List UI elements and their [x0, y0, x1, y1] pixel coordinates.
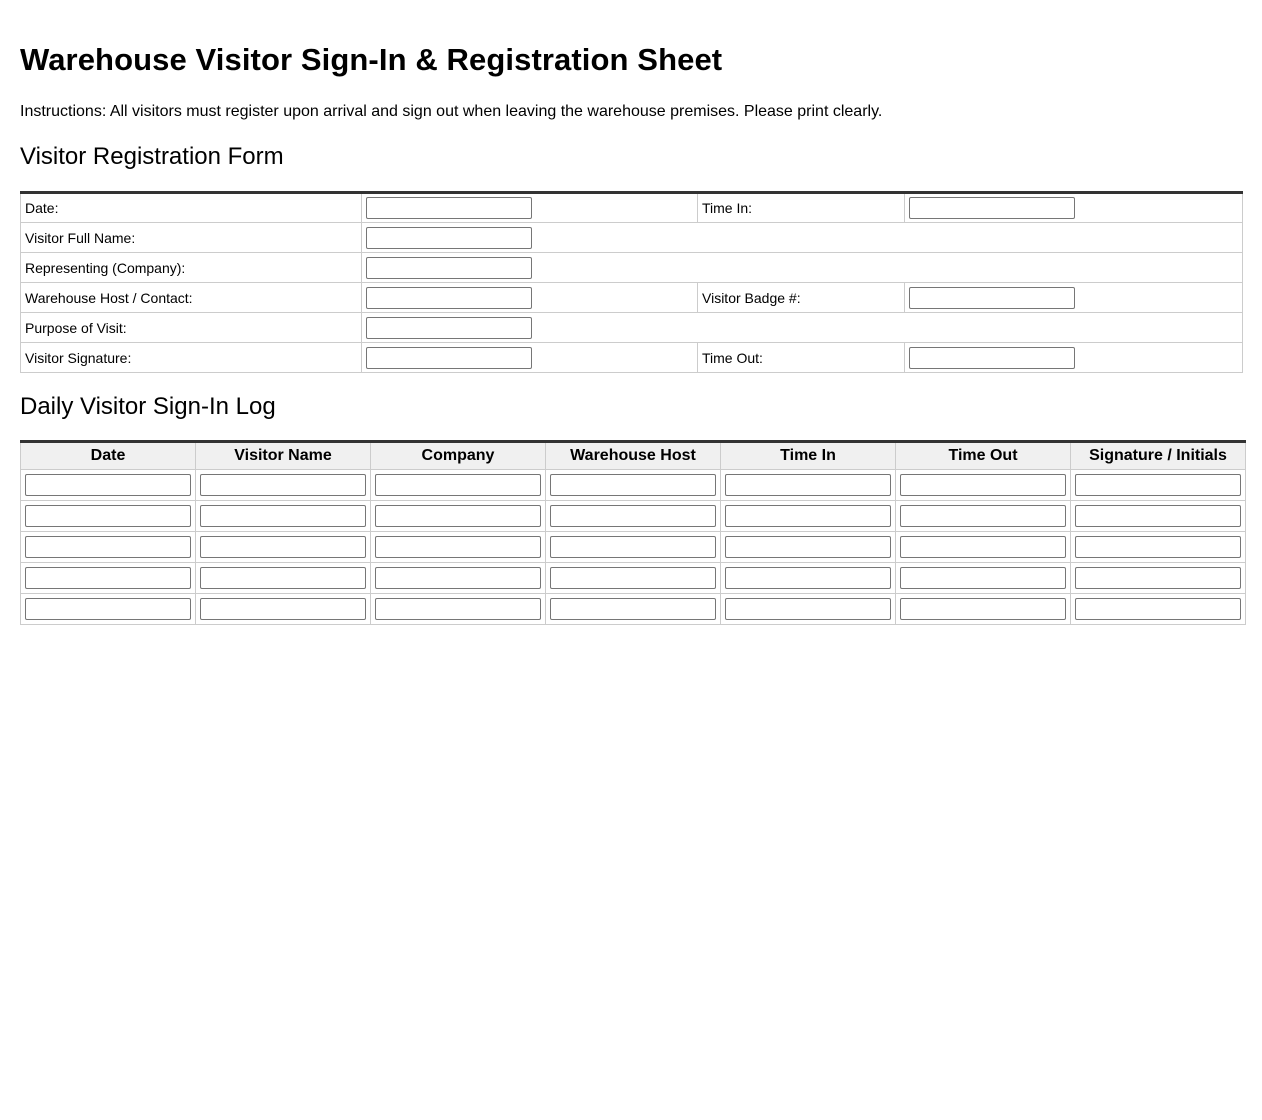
log-visitor-name-input[interactable]: [200, 567, 366, 589]
host-contact-label: Warehouse Host / Contact:: [21, 283, 362, 313]
host-contact-field[interactable]: [366, 287, 532, 309]
page-title: Warehouse Visitor Sign-In & Registration Sheet: [20, 42, 723, 77]
form-row-company: [21, 253, 1243, 283]
log-date-input[interactable]: [25, 505, 191, 527]
log-cell: [21, 532, 196, 563]
log-cell: [196, 563, 371, 594]
log-date-input[interactable]: [25, 567, 191, 589]
log-cell: [1071, 501, 1246, 532]
log-cell: [371, 563, 546, 594]
visitor-full-name-field[interactable]: [366, 227, 532, 249]
log-cell: [371, 470, 546, 501]
log-cell: [721, 563, 896, 594]
log-cell: [1071, 532, 1246, 563]
column-header-date: Date: [21, 442, 196, 470]
log-cell: [546, 501, 721, 532]
log-time-in-input[interactable]: [725, 536, 891, 558]
log-warehouse-host-input[interactable]: [550, 505, 716, 527]
log-row: [21, 532, 1246, 563]
time-in-field[interactable]: [909, 197, 1075, 219]
log-time-in-input[interactable]: [725, 598, 891, 620]
company-label: Representing (Company):: [21, 253, 362, 283]
log-time-in-input[interactable]: [725, 567, 891, 589]
log-row: [21, 563, 1246, 594]
log-cell: [896, 532, 1071, 563]
log-warehouse-host-input[interactable]: [550, 567, 716, 589]
column-header-signature: Signature / Initials: [1071, 442, 1246, 470]
log-cell: [371, 532, 546, 563]
registration-form-table: [20, 191, 1243, 373]
log-company-input[interactable]: [375, 505, 541, 527]
log-warehouse-host-input[interactable]: [550, 474, 716, 496]
form-row-date: [21, 193, 1243, 223]
log-header-row: [21, 442, 1246, 470]
log-company-input[interactable]: [375, 598, 541, 620]
log-cell: [196, 594, 371, 625]
log-time-in-input[interactable]: [725, 474, 891, 496]
log-cell: [371, 594, 546, 625]
log-warehouse-host-input[interactable]: [550, 536, 716, 558]
signature-label: Visitor Signature:: [21, 343, 362, 373]
log-cell: [721, 501, 896, 532]
log-cell: [896, 563, 1071, 594]
log-time-out-input[interactable]: [900, 567, 1066, 589]
company-field[interactable]: [366, 257, 532, 279]
time-in-label: Time In:: [698, 193, 905, 223]
column-header-warehouse-host: Warehouse Host: [546, 442, 721, 470]
log-cell: [21, 594, 196, 625]
log-date-input[interactable]: [25, 474, 191, 496]
log-signature-input[interactable]: [1075, 505, 1241, 527]
log-cell: [1071, 594, 1246, 625]
column-header-time-in: Time In: [721, 442, 896, 470]
log-row: [21, 501, 1246, 532]
log-date-input[interactable]: [25, 598, 191, 620]
log-time-out-input[interactable]: [900, 598, 1066, 620]
log-signature-input[interactable]: [1075, 567, 1241, 589]
log-time-out-input[interactable]: [900, 536, 1066, 558]
form-row-signature: [21, 343, 1243, 373]
log-cell: [721, 532, 896, 563]
form-row-host: [21, 283, 1243, 313]
time-out-label: Time Out:: [698, 343, 905, 373]
signature-field[interactable]: [366, 347, 532, 369]
sign-in-log-heading: Daily Visitor Sign-In Log: [20, 393, 276, 420]
log-cell: [1071, 470, 1246, 501]
date-label: Date:: [21, 193, 362, 223]
registration-form-heading: Visitor Registration Form: [20, 143, 284, 170]
log-cell: [721, 470, 896, 501]
log-cell: [546, 532, 721, 563]
log-cell: [1071, 563, 1246, 594]
log-time-out-input[interactable]: [900, 505, 1066, 527]
log-cell: [896, 594, 1071, 625]
column-header-visitor-name: Visitor Name: [196, 442, 371, 470]
visitor-full-name-label: Visitor Full Name:: [21, 223, 362, 253]
log-visitor-name-input[interactable]: [200, 536, 366, 558]
purpose-field[interactable]: [366, 317, 532, 339]
column-header-company: Company: [371, 442, 546, 470]
log-cell: [721, 594, 896, 625]
log-warehouse-host-input[interactable]: [550, 598, 716, 620]
form-row-purpose: [21, 313, 1243, 343]
log-body: [21, 470, 1246, 625]
log-time-in-input[interactable]: [725, 505, 891, 527]
log-cell: [896, 470, 1071, 501]
log-row: [21, 470, 1246, 501]
log-time-out-input[interactable]: [900, 474, 1066, 496]
log-signature-input[interactable]: [1075, 598, 1241, 620]
log-company-input[interactable]: [375, 474, 541, 496]
log-cell: [546, 563, 721, 594]
column-header-time-out: Time Out: [896, 442, 1071, 470]
log-cell: [196, 532, 371, 563]
log-cell: [546, 594, 721, 625]
log-date-input[interactable]: [25, 536, 191, 558]
badge-number-field[interactable]: [909, 287, 1075, 309]
log-cell: [196, 470, 371, 501]
log-cell: [196, 501, 371, 532]
log-cell: [21, 501, 196, 532]
log-cell: [896, 501, 1071, 532]
form-row-visitor-name: [21, 223, 1243, 253]
time-out-field[interactable]: [909, 347, 1075, 369]
log-cell: [21, 563, 196, 594]
log-signature-input[interactable]: [1075, 536, 1241, 558]
log-visitor-name-input[interactable]: [200, 474, 366, 496]
log-cell: [371, 501, 546, 532]
badge-number-label: Visitor Badge #:: [698, 283, 905, 313]
log-row: [21, 594, 1246, 625]
log-signature-input[interactable]: [1075, 474, 1241, 496]
log-cell: [546, 470, 721, 501]
log-cell: [21, 470, 196, 501]
date-field[interactable]: [366, 197, 532, 219]
log-visitor-name-input[interactable]: [200, 505, 366, 527]
log-company-input[interactable]: [375, 536, 541, 558]
sign-in-log-table: [20, 440, 1246, 625]
instructions-text: Instructions: All visitors must register upon arrival and sign out when leaving the warehouse premises. Please print clearly.: [20, 103, 883, 120]
purpose-label: Purpose of Visit:: [21, 313, 362, 343]
log-company-input[interactable]: [375, 567, 541, 589]
log-visitor-name-input[interactable]: [200, 598, 366, 620]
